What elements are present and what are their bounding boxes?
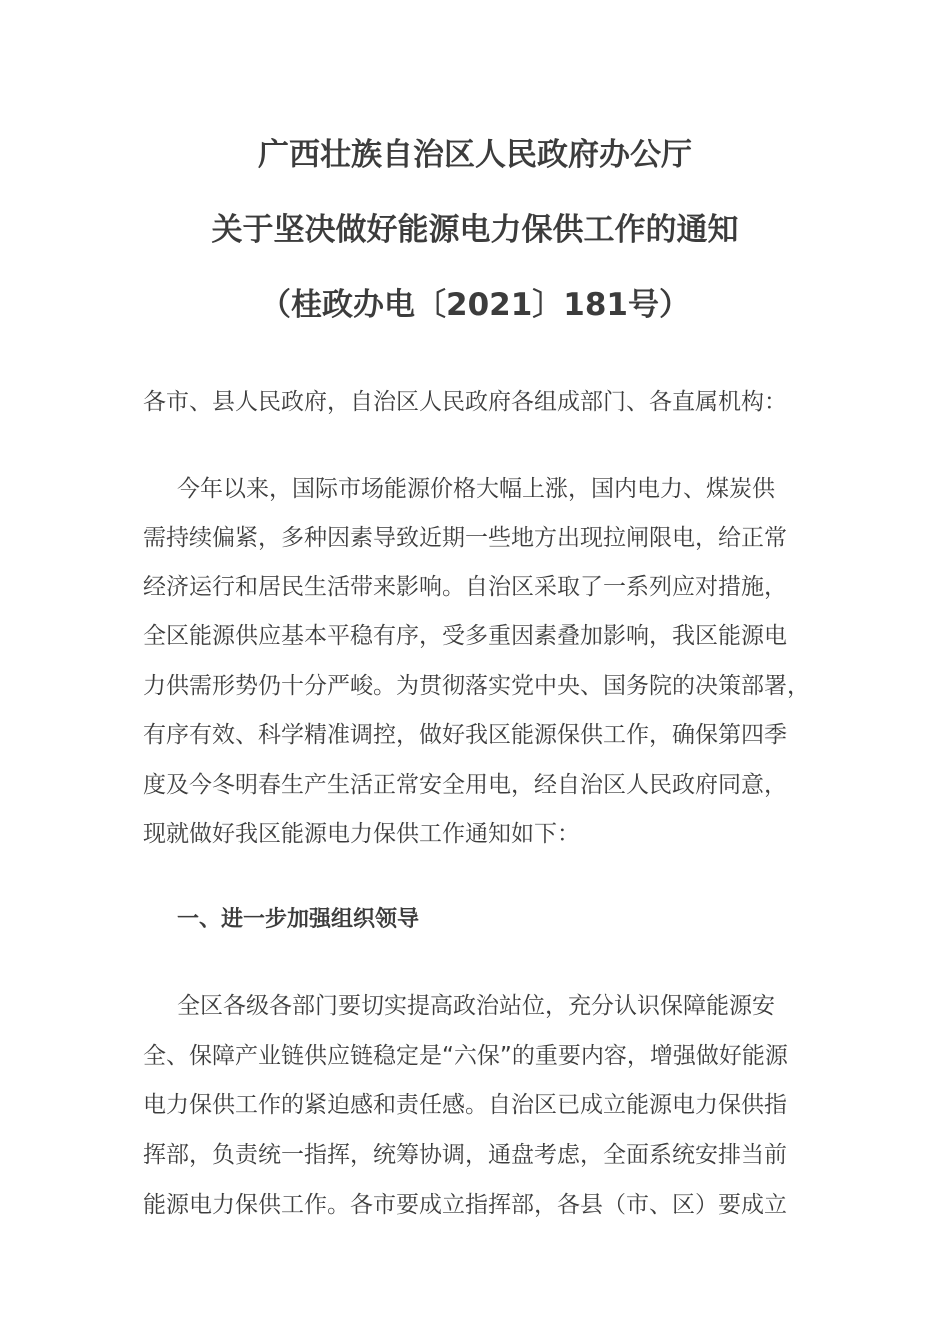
paragraph-2-line: 电力保供工作的紧迫感和责任感。自治区已成立能源电力保供指 (143, 1092, 787, 1118)
paragraph-1-line: 经济运行和居民生活带来影响。自治区采取了一系列应对措施， (143, 574, 787, 600)
paragraph-1-line: 有序有效、科学精准调控，做好我区能源保供工作，确保第四季 (143, 722, 787, 748)
paragraph-2-line: 全、保障产业链供应链稳定是“六保”的重要内容，增强做好能源 (143, 1043, 788, 1069)
document-title-line-2: 关于坚决做好能源电力保供工作的通知 (211, 212, 739, 248)
paragraph-1-line: 力供需形势仍十分严峻。为贯彻落实党中央、国务院的决策部署， (143, 673, 810, 699)
paragraph-2-line: 全区各级各部门要切实提高政治站位，充分认识保障能源安 (177, 993, 775, 1019)
paragraph-1-line: 今年以来，国际市场能源价格大幅上涨，国内电力、煤炭供 (177, 476, 775, 502)
paragraph-1-line: 全区能源供应基本平稳有序，受多重因素叠加影响，我区能源电 (143, 623, 787, 649)
paragraph-1-line: 度及今冬明春生产生活正常安全用电，经自治区人民政府同意， (143, 772, 787, 798)
section-1-heading: 一、进一步加强组织领导 (177, 907, 420, 932)
document-title-line-1: 广西壮族自治区人民政府办公厅 (258, 137, 692, 173)
addressee: 各市、县人民政府，自治区人民政府各组成部门、各直属机构： (143, 389, 787, 415)
paragraph-1-line: 需持续偏紧，多种因素导致近期一些地方出现拉闸限电，给正常 (143, 525, 787, 551)
paragraph-2-line: 能源电力保供工作。各市要成立指挥部，各县（市、区）要成立 (143, 1192, 787, 1218)
paragraph-1-line: 现就做好我区能源电力保供工作通知如下： (143, 821, 580, 847)
document-number: （桂政办电〔2021〕181号） (260, 287, 690, 323)
paragraph-2-line: 挥部，负责统一指挥，统筹协调，通盘考虑，全面系统安排当前 (143, 1142, 787, 1168)
